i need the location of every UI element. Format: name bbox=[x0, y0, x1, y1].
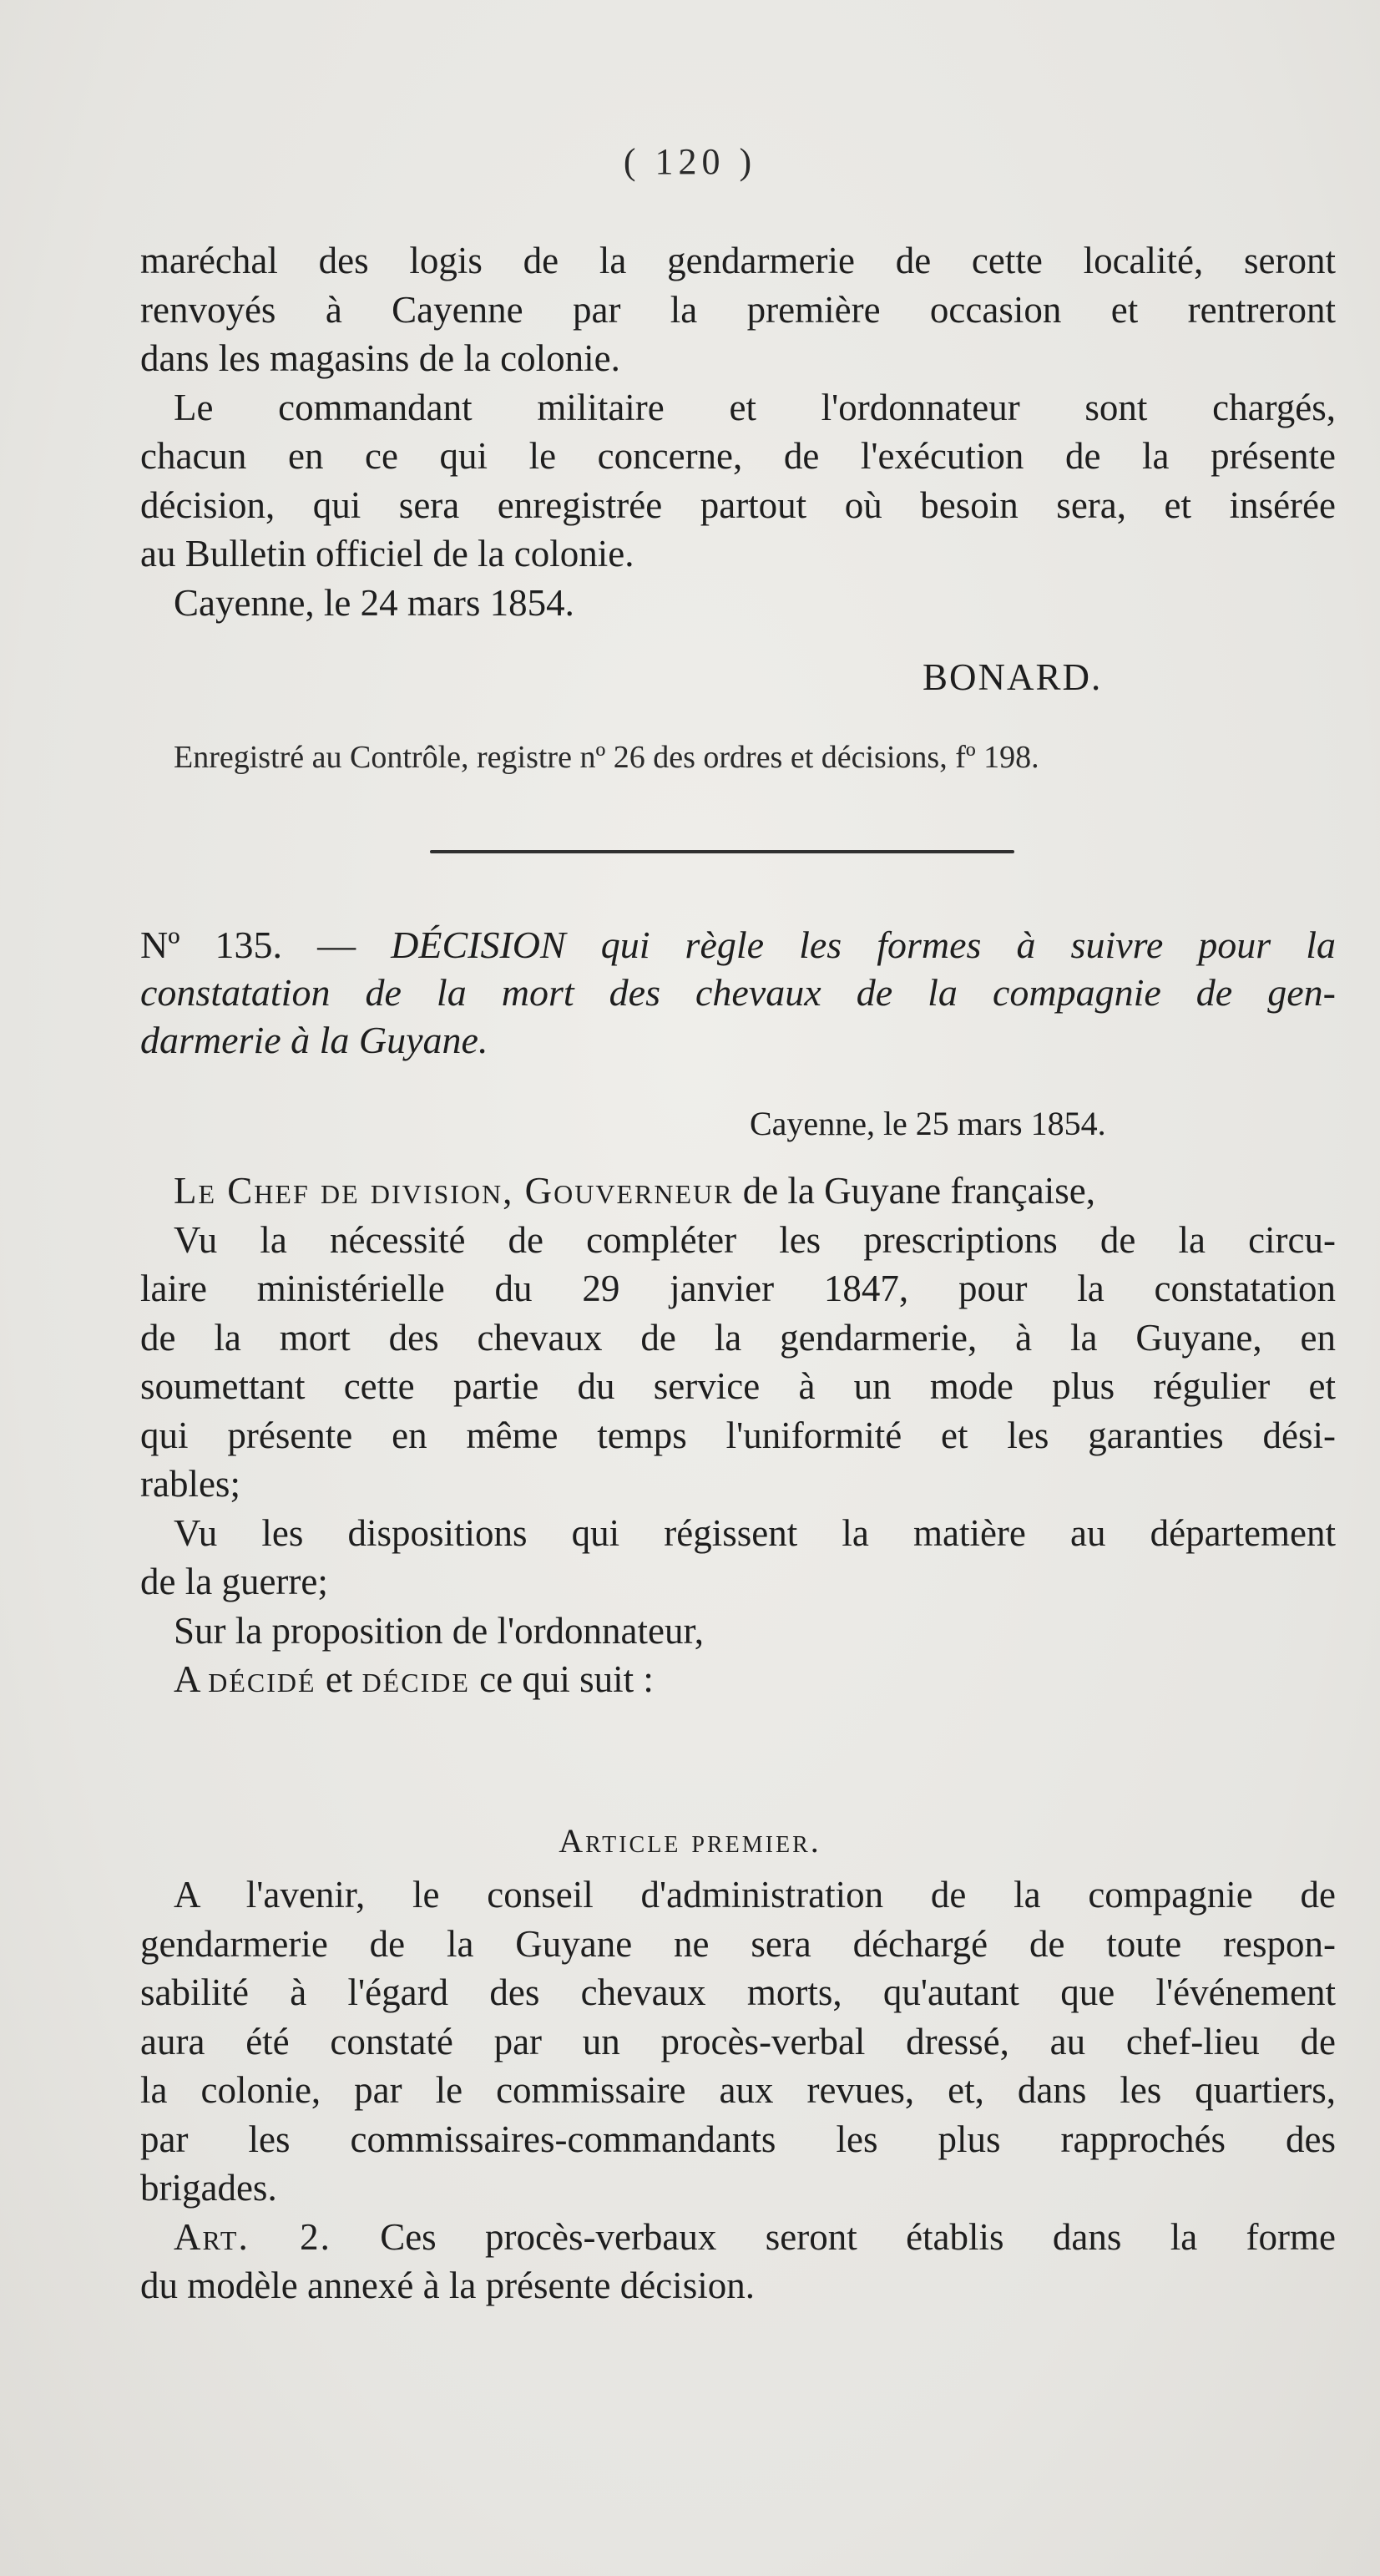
text-line: Vu les dispositions qui régissent la matière au département bbox=[174, 1511, 1336, 1554]
text-line: de la mort des chevaux de la gendarmerie, à la Guyane, en bbox=[140, 1316, 1336, 1359]
text-line: chacun en ce qui le concerne, de l'exécution de la présente bbox=[140, 435, 1336, 477]
text-line: de la guerre; bbox=[140, 1561, 328, 1602]
text-line: du modèle annexé à la présente décision. bbox=[140, 2265, 755, 2306]
text-line: sabilité à l'égard des chevaux morts, qu'autant que l'événement bbox=[140, 1971, 1336, 2013]
decides-line bbox=[140, 1655, 1336, 1704]
page-number: ( 120 ) bbox=[623, 141, 757, 182]
top-paragraph bbox=[140, 236, 1336, 627]
decides-word: ce qui suit : bbox=[479, 1658, 654, 1700]
decision-title: darmerie à la Guyane. bbox=[140, 1019, 488, 1061]
text-line: Sur la proposition de l'ordonnateur, bbox=[174, 1609, 704, 1652]
decides-word: décide bbox=[361, 1658, 470, 1700]
decision-dateline: Cayenne, le 25 mars 1854. bbox=[750, 1105, 1106, 1142]
decision-title: qui règle les formes à suivre pour la bbox=[600, 924, 1337, 966]
text-line: maréchal des logis de la gendarmerie de cette localité, seront bbox=[140, 240, 1336, 281]
article-2-line bbox=[140, 2213, 1336, 2262]
article-2-label: Art. 2. bbox=[174, 2215, 331, 2258]
article-1-title: Article premier. bbox=[559, 1822, 821, 1860]
place-date: Cayenne, le 24 mars 1854. bbox=[174, 581, 574, 624]
decides-word: A bbox=[174, 1658, 200, 1700]
text-line: rables; bbox=[140, 1463, 240, 1505]
decision-title-word: DÉCISION bbox=[391, 924, 566, 966]
text-line: brigades. bbox=[140, 2167, 277, 2209]
text-line: Vu la nécessité de compléter les prescriptions de la circu- bbox=[174, 1218, 1336, 1261]
preamble bbox=[140, 1167, 1336, 1704]
authority-line bbox=[140, 1167, 1336, 1216]
text-line: laire ministérielle du 29 janvier 1847, pour la constatation bbox=[140, 1268, 1336, 1309]
text-line: qui présente en même temps l'uniformité et les garanties dési- bbox=[140, 1414, 1336, 1456]
text-line: gendarmerie de la Guyane ne sera déchargé de toute respon- bbox=[140, 1922, 1336, 1965]
authority-title: Le Chef de division, Gouverneur bbox=[174, 1170, 734, 1212]
text-line: A l'avenir, le conseil d'administration de la compagnie de bbox=[174, 1874, 1336, 1916]
text-line: aura été constaté par un procès-verbal dressé, au chef-lieu de bbox=[140, 2020, 1336, 2062]
decision-number: Nº 135. bbox=[140, 924, 283, 966]
text-line: Le commandant militaire et l'ordonnateur sont chargés, bbox=[174, 386, 1336, 428]
heading-dash: — bbox=[317, 924, 356, 966]
authority-title-rest: de la Guyane française, bbox=[742, 1170, 1095, 1212]
text-line: au Bulletin officiel de la colonie. bbox=[140, 533, 634, 574]
text-line: soumettant cette partie du service à un mode plus régulier et bbox=[140, 1365, 1336, 1407]
text-line: par les commissaires-commandants les plus rapprochés des bbox=[140, 2118, 1336, 2160]
decision-title: constatation de la mort des chevaux de la compagnie de gen- bbox=[140, 971, 1336, 1014]
decides-word: et bbox=[325, 1658, 353, 1700]
text-line: dans les magasins de la colonie. bbox=[140, 337, 620, 379]
decision-heading bbox=[140, 921, 1336, 1064]
text-line: décision, qui sera enregistrée partout où besoin sera, et insérée bbox=[140, 483, 1336, 526]
decides-word: décidé bbox=[208, 1658, 316, 1700]
article-1 bbox=[140, 1870, 1336, 2310]
signature: BONARD. bbox=[923, 656, 1103, 698]
article-2-text: Ces procès-verbaux seront établis dans la forme bbox=[380, 2215, 1337, 2258]
registry-note: Enregistré au Contrôle, registre nº 26 des ordres et décisions, fº 198. bbox=[174, 740, 1039, 775]
text-line: renvoyés à Cayenne par la première occasion et rentreront bbox=[140, 288, 1336, 331]
section-divider bbox=[430, 850, 1014, 853]
text-line: la colonie, par le commissaire aux revues, et, dans les quartiers, bbox=[140, 2069, 1336, 2111]
